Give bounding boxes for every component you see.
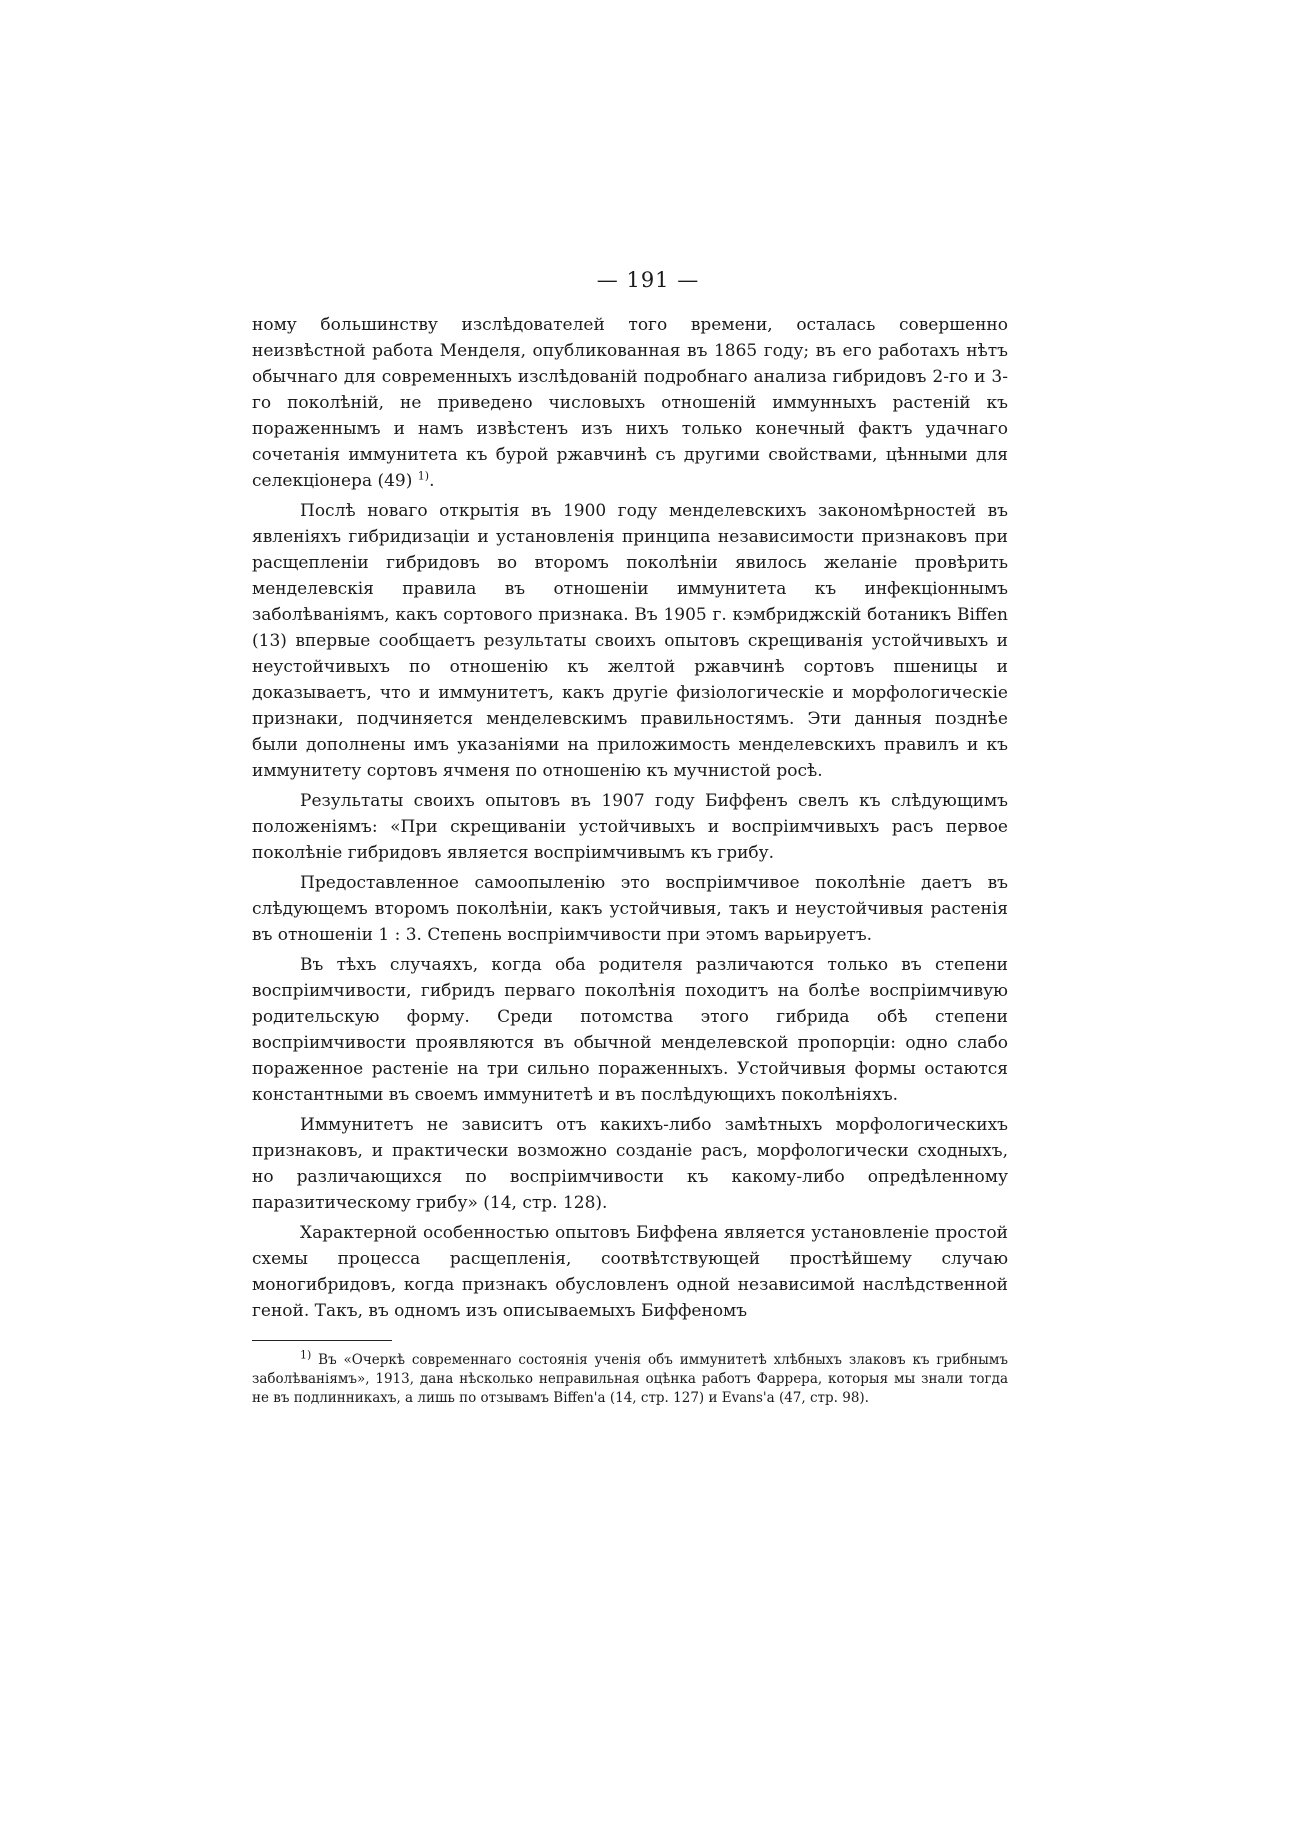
footnote-paragraph: [252, 1348, 1008, 1408]
body-text: [252, 312, 1008, 1324]
paragraph-6: Иммунитетъ не зависитъ отъ какихъ-либо замѣтныхъ морфологическихъ признаковъ, и практически возможно созданіе расъ, морфологически сходныхъ, но различающихся по воспріимчивости къ какому-либо опредѣленному паразитическому грибу» (14, стр. 128).: [252, 1115, 1008, 1213]
footnote-marker: 1): [300, 1348, 312, 1362]
document-page: [252, 268, 1008, 1408]
page-number: — 191 —: [596, 268, 700, 292]
footnote: [252, 1348, 1008, 1408]
footnote-ref-suffix: .: [429, 471, 435, 491]
footnote-divider: [252, 1340, 392, 1341]
paragraph-7: Характерной особенностью опытовъ Биффена является установленіе простой схемы процесса расщепленія, соотвѣтствующей простѣйшему случаю моногибридовъ, когда признакъ обусловленъ одной независимой наслѣдственной геной. Такъ, въ одномъ изъ описываемыхъ Биффеномъ: [252, 1223, 1008, 1321]
footnote-text: Въ «Очеркѣ современнаго состоянія ученія объ иммунитетѣ хлѣбныхъ злаковъ къ грибнымъ заболѣваніямъ», 1913, дана нѣсколько неправильная оцѣнка работъ Фаррера, которыя мы знали тогда не въ подлинникахъ, а лишь по отзывамъ Biffen'a (14, стр. 127) и Evans'a (47, стр. 98).: [252, 1352, 1008, 1406]
footnote-ref: 1): [417, 469, 430, 483]
paragraph-2: Послѣ новаго открытія въ 1900 году менделевскихъ закономѣрностей въ явленіяхъ гибридизаціи и установленія принципа независимости признаковъ при расщепленіи гибридовъ во второмъ поколѣніи явилось желаніе провѣрить менделевскія правила въ отношеніи иммунитета къ инфекціоннымъ заболѣваніямъ, какъ сортового признака. Въ 1905 г. кэмбриджскій ботаникъ Biffen (13) впервые сообщаетъ результаты своихъ опытовъ скрещиванія устойчивыхъ и неустойчивыхъ по отношенію къ желтой ржавчинѣ сортовъ пшеницы и доказываетъ, что и иммунитетъ, какъ другіе физіологическіе и морфологическіе признаки, подчиняется менделевскимъ правильностямъ. Эти данныя позднѣе были дополнены имъ указаніями на приложимость менделевскихъ правилъ и къ иммунитету сортовъ ячменя по отношенію къ мучнистой росѣ.: [252, 501, 1008, 781]
paragraph-1-text: ному большинству изслѣдователей того времени, осталась совершенно неизвѣстной работа Менделя, опубликованная въ 1865 году; въ его работахъ нѣтъ обычнаго для современныхъ изслѣдованій подробнаго анализа гибридовъ 2-го и 3-го поколѣній, не приведено числовыхъ отношеній иммунныхъ растеній къ пораженнымъ и намъ извѣстенъ изъ нихъ только конечный фактъ удачнаго сочетанія иммунитета къ бурой ржавчинѣ съ другими свойствами, цѣнными для селекціонера (49): [252, 315, 1008, 491]
paragraph-1: [252, 312, 1008, 494]
paragraph-3: Результаты своихъ опытовъ въ 1907 году Биффенъ свелъ къ слѣдующимъ положеніямъ: «При скрещиваніи устойчивыхъ и воспріимчивыхъ расъ первое поколѣніе гибридовъ является воспріимчивымъ къ грибу.: [252, 791, 1008, 863]
paragraph-5: Въ тѣхъ случаяхъ, когда оба родителя различаются только въ степени воспріимчивости, гибридъ перваго поколѣнія походитъ на болѣе воспріимчивую родительскую форму. Среди потомства этого гибрида обѣ степени воспріимчивости проявляются въ обычной менделевской пропорціи: одно слабо пораженное растеніе на три сильно пораженныхъ. Устойчивыя формы остаются константными въ своемъ иммунитетѣ и въ послѣдующихъ поколѣніяхъ.: [252, 955, 1008, 1105]
paragraph-4: Предоставленное самоопыленію это воспріимчивое поколѣніе даетъ въ слѣдующемъ второмъ поколѣніи, какъ устойчивыя, такъ и неустойчивыя растенія въ отношеніи 1 : 3. Степень воспріимчивости при этомъ варьируетъ.: [252, 873, 1008, 945]
